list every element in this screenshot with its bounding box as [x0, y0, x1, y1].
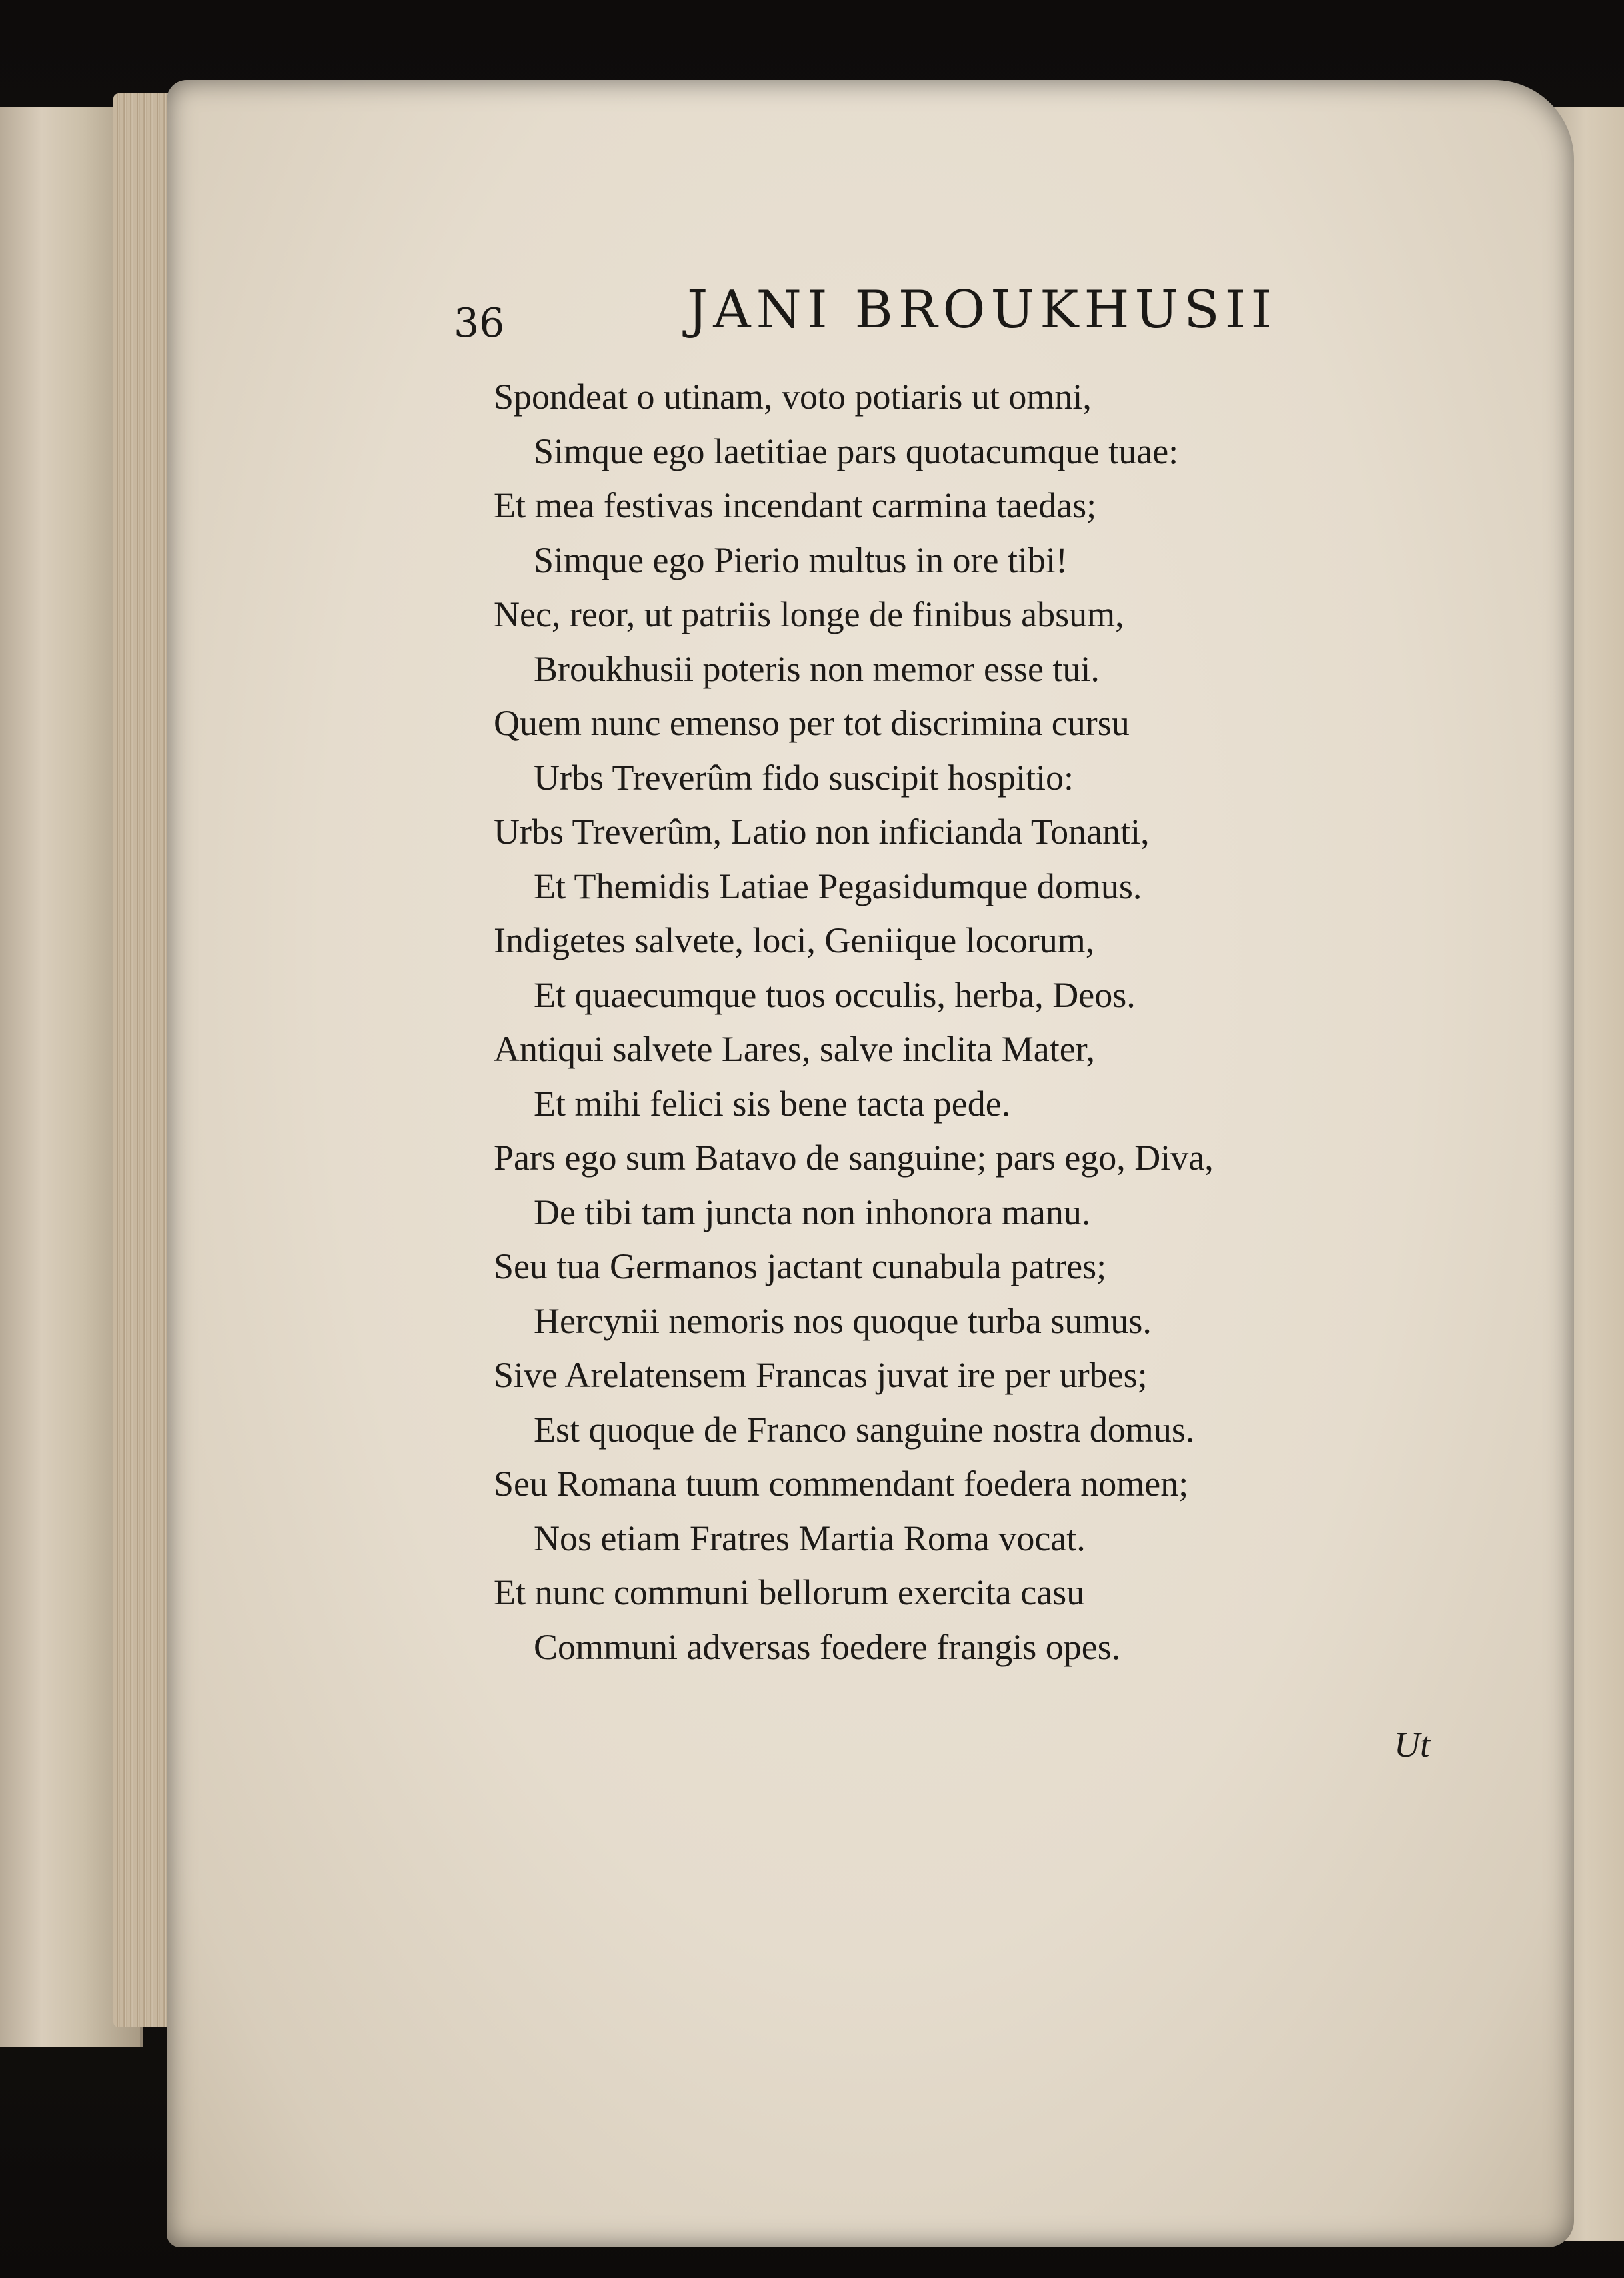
verse-line: Indigetes salvete, loci, Geniique locorum,	[494, 920, 1095, 960]
verse-block	[494, 370, 1361, 1674]
verse-line: Et mihi felici sis bene tacta pede.	[534, 1083, 1011, 1124]
verse-line: Simque ego Pierio multus in ore tibi!	[534, 539, 1068, 580]
running-title: JANI BROUKHUSII	[687, 280, 1277, 340]
verse-line: Pars ego sum Batavo de sanguine; pars ego, Diva,	[494, 1138, 1214, 1178]
verse-line: Et mea festivas incendant carmina taedas;	[494, 485, 1097, 525]
verse-line: Antiqui salvete Lares, salve inclita Mater,	[494, 1029, 1096, 1069]
verse-line: Spondeat o utinam, voto potiaris ut omni,	[494, 377, 1092, 417]
verse-line: Sive Arelatensem Francas juvat ire per urbes;	[494, 1355, 1148, 1395]
verse-line: Broukhusii poteris non memor esse tui.	[534, 648, 1100, 689]
verse-line: Quem nunc emenso per tot discrimina cursu	[494, 703, 1130, 743]
verse-line: Seu tua Germanos jactant cunabula patres;	[494, 1246, 1107, 1286]
page-number: 36	[454, 300, 505, 347]
verse-line: Simque ego laetitiae pars quotacumque tuae:	[534, 431, 1179, 471]
verse-line: Et nunc communi bellorum exercita casu	[494, 1572, 1085, 1612]
verse-line: Nec, reor, ut patriis longe de finibus absum,	[494, 594, 1124, 634]
verse-line: Hercynii nemoris nos quoque turba sumus.	[534, 1300, 1152, 1341]
verse-line: Nos etiam Fratres Martia Roma vocat.	[534, 1518, 1086, 1558]
verse-line: Communi adversas foedere frangis opes.	[534, 1626, 1121, 1667]
verse-line: Urbs Treverûm, Latio non inficianda Tonanti,	[494, 812, 1150, 852]
catchword: Ut	[1394, 1725, 1430, 1765]
verse-line: Seu Romana tuum commendant foedera nomen;	[494, 1464, 1189, 1504]
verse-line: De tibi tam juncta non inhonora manu.	[534, 1192, 1091, 1232]
verse-line: Urbs Treverûm fido suscipit hospitio:	[534, 757, 1074, 798]
verse-line: Est quoque de Franco sanguine nostra domus.	[534, 1409, 1195, 1450]
verse-line: Et Themidis Latiae Pegasidumque domus.	[534, 866, 1142, 906]
verse-line: Et quaecumque tuos occulis, herba, Deos.	[534, 974, 1136, 1015]
